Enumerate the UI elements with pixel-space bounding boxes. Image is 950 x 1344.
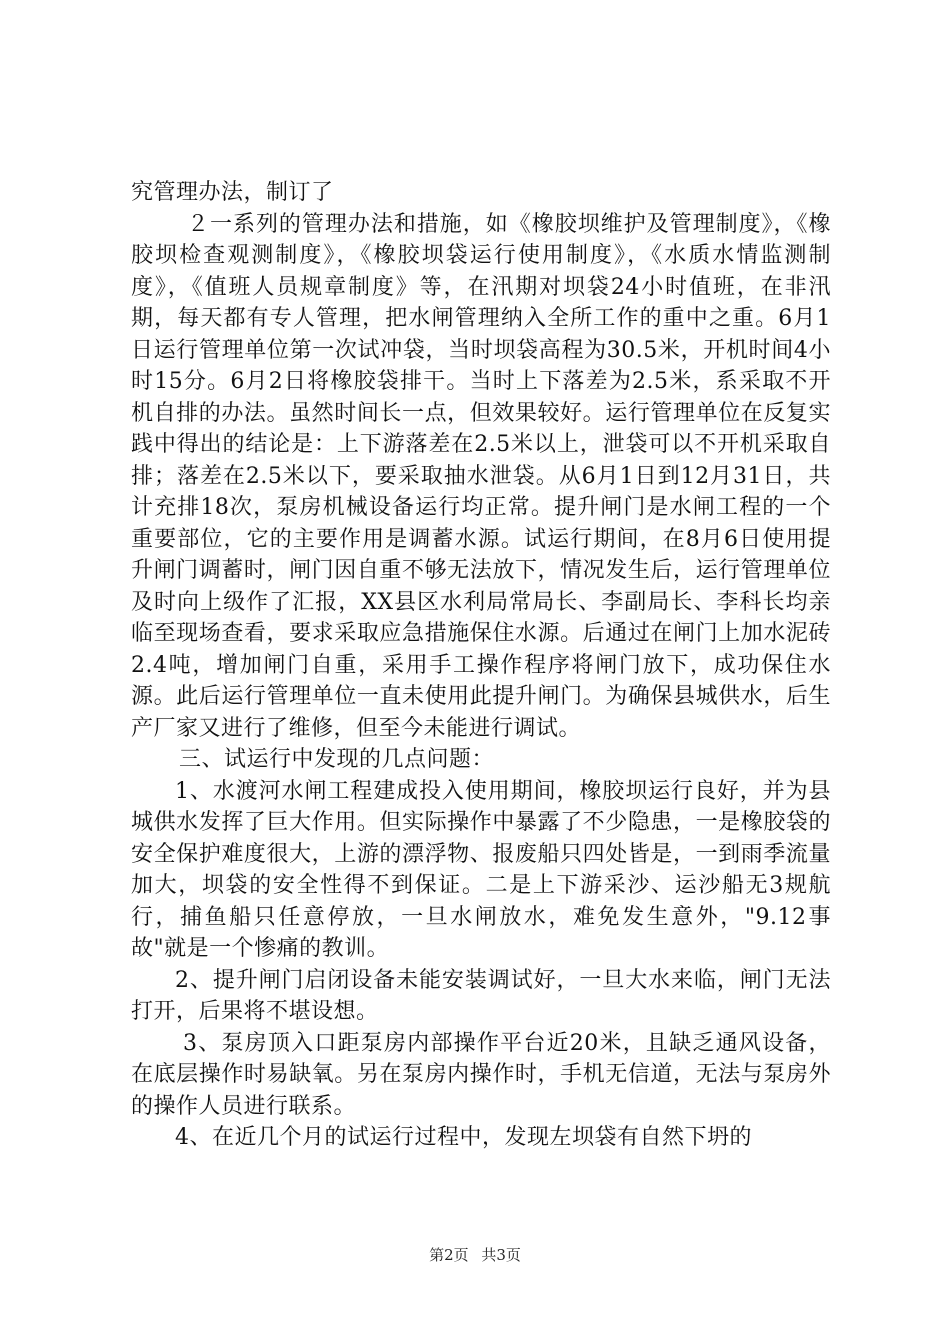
paragraph-problem-4: 4、在近几个月的试运行过程中，发现左坝袋有自然下坍的 [175, 1125, 752, 1150]
page-footer [0, 1244, 950, 1265]
page-number: 第2页 [429, 1246, 469, 1264]
section-heading-problems: 三、试运行中发现的几点问题： [179, 747, 495, 772]
paragraph-problem-3: 3、泵房顶入口距泵房内部操作平台近20米，且缺乏通风设备，在底层操作时易缺氧。另在泵房内操作时，手机无信道，无法与泵房外的操作人员进行联系。 [131, 1030, 831, 1119]
paragraph-problem-1: 1、水渡河水闸工程建成投入使用期间，橡胶坝运行良好，并为县城供水发挥了巨大作用。但实际操作中暴露了不少隐患，一是橡胶袋的安全保护难度很大，上游的漂浮物、报废船只四处皆是，一到雨季流量加大，坝袋的安全性得不到保证。二是上下游采沙、运沙船无3规航行，捕鱼船只任意停放，一旦水闸放水，难免发生意外，"9.12事故"就是一个惨痛的教训。 [131, 778, 831, 961]
paragraph-management-measures: ２一系列的管理办法和措施，如《橡胶坝维护及管理制度》，《橡胶坝检查观测制度》，《橡胶坝袋运行使用制度》，《水质水情监测制度》，《值班人员规章制度》等，在汛期对坝袋24小时值班，在非汛期，每天都有专人管理，把水闸管理纳入全所工作的重中之重。6月1日运行管理单位第一次试冲袋，当时坝袋高程为30.5米，开机时间4小时15分。6月2日将橡胶袋排干。当时上下落差为2.5米，系采取不开机自排的办法。虽然时间长一点，但效果较好。运行管理单位在反复实践中得出的结论是：上下游落差在2.5米以上，泄袋可以不开机采取自排；落差在2.5米以下，要采取抽水泄袋。从6月1日到12月31日，共计充排18次，泵房机械设备运行均正常。提升闸门是水闸工程的一个重要部位，它的主要作用是调蓄水源。试运行期间，在8月6日使用提升闸门调蓄时，闸门因自重不够无法放下，情况发生后，运行管理单位及时向上级作了汇报，XX县区水利局常局长、李副局长、李科长均亲临至现场查看，要求采取应急措施保住水源。后通过在闸门上加水泥砖2.4吨，增加闸门自重，采用手工操作程序将闸门放下，成功保住水源。此后运行管理单位一直未使用此提升闸门。为确保县城供水，后生产厂家又进行了维修，但至今未能进行调试。 [131, 211, 831, 741]
page-total: 共3页 [481, 1246, 521, 1264]
paragraph-continuation: 究管理办法，制订了 [131, 180, 334, 205]
document-body [131, 177, 831, 1154]
paragraph-problem-2: 2、提升闸门启闭设备未能安装调试好，一旦大水来临，闸门无法打开，后果将不堪设想。 [131, 967, 831, 1024]
